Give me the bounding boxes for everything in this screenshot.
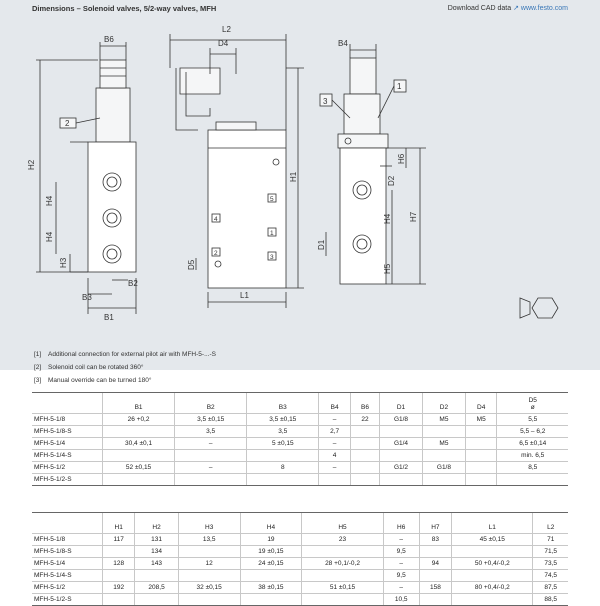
row-label: MFH-5-1/4 <box>32 558 103 570</box>
table-cell <box>319 474 351 486</box>
table-cell <box>103 570 135 582</box>
label-D5: D5 <box>187 259 196 270</box>
port-label-1: 1 <box>270 230 274 237</box>
table-cell <box>302 570 383 582</box>
label-H6: H6 <box>397 153 406 164</box>
table-cell <box>422 426 465 438</box>
table-row <box>32 462 568 474</box>
table-cell: 45 ±0,15 <box>452 534 533 546</box>
table-cell: 22 <box>350 414 379 426</box>
port-label-3: 3 <box>270 254 274 261</box>
label-H4-c: H4 <box>383 213 392 224</box>
table-cell: 38 ±0,15 <box>240 582 302 594</box>
note-item: [1] Additional connection for external pilot air with MFH-5-...-S <box>34 351 216 358</box>
row-label: MFH-5-1/8-S <box>32 426 103 438</box>
table-cell <box>465 438 497 450</box>
table-cell: – <box>175 462 247 474</box>
table-cell: 19 ±0,15 <box>240 546 302 558</box>
table-cell: – <box>383 534 419 546</box>
label-D1: D1 <box>317 239 326 250</box>
table-cell <box>419 546 451 558</box>
row-label: MFH-5-1/2 <box>32 582 103 594</box>
table-cell <box>465 474 497 486</box>
table-cell: 71 <box>533 534 568 546</box>
dimension-drawing <box>0 18 600 384</box>
table-cell <box>103 426 175 438</box>
row-label: MFH-5-1/4 <box>32 438 103 450</box>
table-cell <box>497 474 568 486</box>
table-cell: – <box>319 438 351 450</box>
table-cell: 94 <box>419 558 451 570</box>
table-cell <box>103 474 175 486</box>
callout-1: 1 <box>397 82 402 91</box>
table-header: B1 <box>103 393 175 414</box>
label-B3: B3 <box>82 293 92 302</box>
table-cell: 3,5 <box>175 426 247 438</box>
label-H4-b: H4 <box>45 231 54 242</box>
table-cell: 50 +0,4/-0,2 <box>452 558 533 570</box>
table-cell: G1/8 <box>422 462 465 474</box>
drawing-notes <box>34 348 216 387</box>
table-cell: 10,5 <box>383 594 419 606</box>
table-header: H3 <box>178 513 240 534</box>
table-cell: 5,5 <box>497 414 568 426</box>
table-cell: – <box>383 582 419 594</box>
table-cell <box>178 546 240 558</box>
table-cell: 51 ±0,15 <box>302 582 383 594</box>
table-cell <box>175 450 247 462</box>
table-cell: 71,5 <box>533 546 568 558</box>
label-L2: L2 <box>222 25 231 34</box>
table-cell <box>178 570 240 582</box>
table-cell: 28 +0,1/-0,2 <box>302 558 383 570</box>
label-L1: L1 <box>240 291 249 300</box>
table-cell: M5 <box>422 438 465 450</box>
note-item: [2] Solenoid coil can be rotated 360° <box>34 364 144 371</box>
table-cell: 134 <box>135 546 178 558</box>
table-row <box>32 438 568 450</box>
table-header: B6 <box>350 393 379 414</box>
row-label: MFH-5-1/8-S <box>32 546 103 558</box>
table-cell <box>175 474 247 486</box>
table-cell: 2,7 <box>319 426 351 438</box>
table-cell: 12 <box>178 558 240 570</box>
callout-3: 3 <box>323 97 328 106</box>
table-cell: 8,5 <box>497 462 568 474</box>
table-header: B2 <box>175 393 247 414</box>
label-B2: B2 <box>128 279 138 288</box>
table-cell: M5 <box>422 414 465 426</box>
table-cell: 208,5 <box>135 582 178 594</box>
table-cell: 52 ±0,15 <box>103 462 175 474</box>
table-cell: 131 <box>135 534 178 546</box>
page-title: Dimensions – Solenoid valves, 5/2-way valves, MFH <box>32 4 217 13</box>
table-cell: – <box>319 414 351 426</box>
table-cell: 24 ±0,15 <box>240 558 302 570</box>
label-B4: B4 <box>338 39 348 48</box>
table-header: B3 <box>247 393 319 414</box>
table-header: H7 <box>419 513 451 534</box>
table-row <box>32 426 568 438</box>
label-H4-a: H4 <box>45 195 54 206</box>
label-B6: B6 <box>104 35 114 44</box>
link-icon: ↗ <box>513 5 519 12</box>
port-label-4: 4 <box>214 216 218 223</box>
table-cell <box>350 450 379 462</box>
table-row <box>32 570 568 582</box>
table-cell <box>350 438 379 450</box>
table-header: H6 <box>383 513 419 534</box>
table-cell: 3,5 ±0,15 <box>175 414 247 426</box>
port-label-5: 5 <box>270 196 274 203</box>
table-cell: G1/8 <box>380 414 423 426</box>
table-row <box>32 558 568 570</box>
front-view <box>36 42 136 314</box>
table-header: L2 <box>533 513 568 534</box>
note-item: [3] Manual override can be turned 180° <box>34 377 152 384</box>
port-label-2: 2 <box>214 250 218 257</box>
table-cell: 13,5 <box>178 534 240 546</box>
table-cell: – <box>175 438 247 450</box>
table-row <box>32 546 568 558</box>
table-row <box>32 534 568 546</box>
table-row <box>32 582 568 594</box>
row-label: MFH-5-1/8 <box>32 534 103 546</box>
table-cell: 19 <box>240 534 302 546</box>
table-header-d5: D5 ø <box>497 393 568 414</box>
end-view <box>320 44 558 318</box>
table-cell <box>452 570 533 582</box>
label-H5: H5 <box>383 263 392 274</box>
table-cell: 5 ±0,15 <box>247 438 319 450</box>
table-cell <box>135 570 178 582</box>
table-cell: 5,5 – 6,2 <box>497 426 568 438</box>
table-cell: 80 +0,4/-0,2 <box>452 582 533 594</box>
table-cell <box>247 474 319 486</box>
table-cell <box>380 474 423 486</box>
table-cell: G1/4 <box>380 438 423 450</box>
table-cell <box>302 546 383 558</box>
table-cell: 4 <box>319 450 351 462</box>
table-header: H1 <box>103 513 135 534</box>
table-cell: min. 6,5 <box>497 450 568 462</box>
dimensions-table-2 <box>32 512 568 606</box>
table-cell: 143 <box>135 558 178 570</box>
table-cell: 30,4 ±0,1 <box>103 438 175 450</box>
table-cell: 8 <box>247 462 319 474</box>
table-cell <box>103 450 175 462</box>
table-header: H4 <box>240 513 302 534</box>
table-cell: 3,5 <box>247 426 319 438</box>
label-H1: H1 <box>289 171 298 182</box>
table-cell <box>380 426 423 438</box>
label-B1: B1 <box>104 313 114 322</box>
table-cell: 23 <box>302 534 383 546</box>
label-D2: D2 <box>387 175 396 186</box>
row-label: MFH-5-1/2 <box>32 462 103 474</box>
table-cell: 6,5 ±0,14 <box>497 438 568 450</box>
table-header: D1 <box>380 393 423 414</box>
table-cell: 83 <box>419 534 451 546</box>
technical-drawing-svg <box>0 18 600 370</box>
table-cell: 117 <box>103 534 135 546</box>
table-header: H5 <box>302 513 383 534</box>
table-cell: 32 ±0,15 <box>178 582 240 594</box>
table-cell <box>103 546 135 558</box>
table-cell: G1/2 <box>380 462 423 474</box>
page-header <box>0 0 600 19</box>
table-header: B4 <box>319 393 351 414</box>
table-cell: 158 <box>419 582 451 594</box>
table-row <box>32 450 568 462</box>
table-header: D4 <box>465 393 497 414</box>
table-cell: 9,5 <box>383 570 419 582</box>
table-cell <box>465 450 497 462</box>
table-cell <box>240 570 302 582</box>
table-cell <box>247 450 319 462</box>
table-cell: 74,5 <box>533 570 568 582</box>
label-H3: H3 <box>59 257 68 268</box>
table-header: D2 <box>422 393 465 414</box>
table-cell: 128 <box>103 558 135 570</box>
label-H2: H2 <box>27 159 36 170</box>
table-cell: – <box>319 462 351 474</box>
table-cell: 3,5 ±0,15 <box>247 414 319 426</box>
table-cell: M5 <box>465 414 497 426</box>
table-cell: 73,5 <box>533 558 568 570</box>
table-cell <box>350 426 379 438</box>
label-H7: H7 <box>409 211 418 222</box>
table-cell: – <box>383 558 419 570</box>
download-cad-link[interactable] <box>448 4 568 12</box>
table-cell: 87,5 <box>533 582 568 594</box>
table-cell: 192 <box>103 582 135 594</box>
table-cell <box>422 474 465 486</box>
row-label: MFH-5-1/8 <box>32 414 103 426</box>
dimensions-table-1 <box>32 392 568 486</box>
row-label: MFH-5-1/2-S <box>32 474 103 486</box>
row-label: MFH-5-1/4-S <box>32 450 103 462</box>
table-cell: 88,5 <box>533 594 568 606</box>
row-label: MFH-5-1/4-S <box>32 570 103 582</box>
table-header <box>32 393 103 414</box>
table-cell <box>350 474 379 486</box>
table-cell <box>465 462 497 474</box>
table-cell <box>422 450 465 462</box>
table-cell <box>465 426 497 438</box>
table-cell: 9,5 <box>383 546 419 558</box>
table-header: H2 <box>135 513 178 534</box>
table-cell <box>350 462 379 474</box>
table-row <box>32 474 568 486</box>
table-row <box>32 414 568 426</box>
label-D4: D4 <box>218 39 229 48</box>
callout-2: 2 <box>65 119 70 128</box>
table-cell <box>380 450 423 462</box>
table-cell: 26 +0,2 <box>103 414 175 426</box>
table-header: L1 <box>452 513 533 534</box>
table-cell <box>452 546 533 558</box>
festo-link[interactable]: www.festo.com <box>520 5 568 12</box>
table-cell <box>419 570 451 582</box>
download-cad-label: Download CAD data <box>447 5 512 12</box>
table-header <box>32 513 103 534</box>
row-label: MFH-5-1/2-S <box>32 594 103 606</box>
